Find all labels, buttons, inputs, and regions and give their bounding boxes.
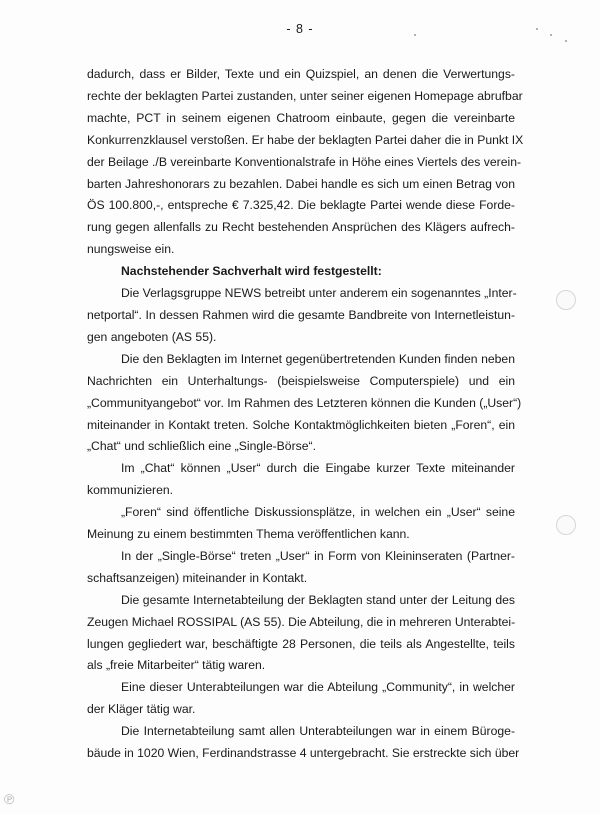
text-line: netportal“. In dessen Rahmen wird die gesamte Bandbreite von Internetleistun-: [87, 307, 515, 322]
text-line: „Chat“ und schließlich eine „Single-Börse“.: [87, 439, 316, 454]
text-line: Die Internetabteilung samt allen Unterabteilungen war in einem Büroge-: [121, 724, 515, 739]
text-line: der Beilage ./B vereinbarte Konventionalstrafe in Höhe eines Viertels des verein-: [87, 154, 522, 169]
text-line: rung gegen allenfalls zu Recht bestehenden Ansprüchen des Klägers aufrech-: [87, 220, 515, 235]
text-line: lungen gegliedert war, beschäftigte 28 Personen, die teils als Angestellte, teils: [87, 636, 515, 651]
text-line: In der „Single-Börse“ treten „User“ in Form von Kleininseraten (Partner-: [121, 548, 515, 563]
corner-mark-icon: ℗: [4, 791, 15, 807]
text-line: Die Verlagsgruppe NEWS betreibt unter anderem ein sogenanntes „Inter-: [121, 286, 517, 301]
text-line: „Communityangebot“ vor. Im Rahmen des Letzteren können die Kunden („User“): [87, 395, 522, 410]
text-line: machte, PCT in seinem eigenen Chatroom einbaute, gegen die vereinbarte: [87, 110, 515, 125]
text-line: nungsweise ein.: [87, 242, 175, 257]
text-line: Konkurrenzklausel verstoßen. Er habe der beklagten Partei daher die in Punkt IX: [87, 132, 524, 147]
text-line: miteinander in Kontakt treten. Solche Kontaktmöglichkeiten bieten „Foren“, ein: [87, 417, 515, 432]
text-line: „Foren“ sind öffentliche Diskussionsplätze, in welchen ein „User“ seine: [121, 505, 515, 520]
scan-speck: [565, 40, 567, 42]
document-body: [87, 64, 524, 765]
punch-hole-top: [556, 290, 576, 310]
text-line: bäude in 1020 Wien, Ferdinandstrasse 4 untergebracht. Sie erstreckte sich über: [87, 746, 520, 761]
text-line: gen angeboten (AS 55).: [87, 329, 217, 344]
scan-speck: [550, 34, 552, 36]
punch-hole-bottom: [556, 515, 576, 535]
text-line: Eine dieser Unterabteilungen war die Abteilung „Community“, in welcher: [121, 680, 515, 695]
text-line: Die gesamte Internetabteilung der Beklagten stand unter der Leitung des: [121, 592, 515, 607]
text-line: barten Jahreshonorars zu bezahlen. Dabei handle es sich um einen Betrag von: [87, 176, 515, 191]
page-number: - 8 -: [286, 22, 314, 36]
text-line: Meinung zu einem bestimmten Thema veröffentlichen kann.: [87, 527, 410, 542]
text-line: rechte der beklagten Partei zustanden, unter seiner eigenen Homepage abrufbar: [87, 88, 523, 103]
scan-speck: [536, 28, 538, 30]
section-heading: Nachstehender Sachverhalt wird festgestellt:: [121, 264, 382, 279]
text-line: dadurch, dass er Bilder, Texte und ein Quizspiel, an denen die Verwertungs-: [87, 67, 515, 81]
text-line: der Kläger tätig war.: [87, 702, 196, 717]
text-line: Die den Beklagten im Internet gegenübertretenden Kunden finden neben: [121, 351, 515, 366]
text-line: Zeugen Michael ROSSIPAL (AS 55). Die Abteilung, die in mehreren Unterabtei-: [87, 614, 516, 629]
text-line: ÖS 100.800,-, entspreche € 7.325,42. Die beklagte Partei wende diese Forde-: [87, 198, 515, 213]
text-line: als „freie Mitarbeiter“ tätig waren.: [87, 658, 266, 673]
text-line: Nachrichten ein Unterhaltungs- (beispielsweise Computerspiele) und ein: [87, 373, 515, 388]
text-line: kommunizieren.: [87, 483, 174, 498]
text-line: Im „Chat“ können „User“ durch die Eingabe kurzer Texte miteinander: [121, 461, 515, 476]
scan-speck: [414, 34, 416, 36]
text-line: schaftsanzeigen) miteinander in Kontakt.: [87, 570, 308, 585]
